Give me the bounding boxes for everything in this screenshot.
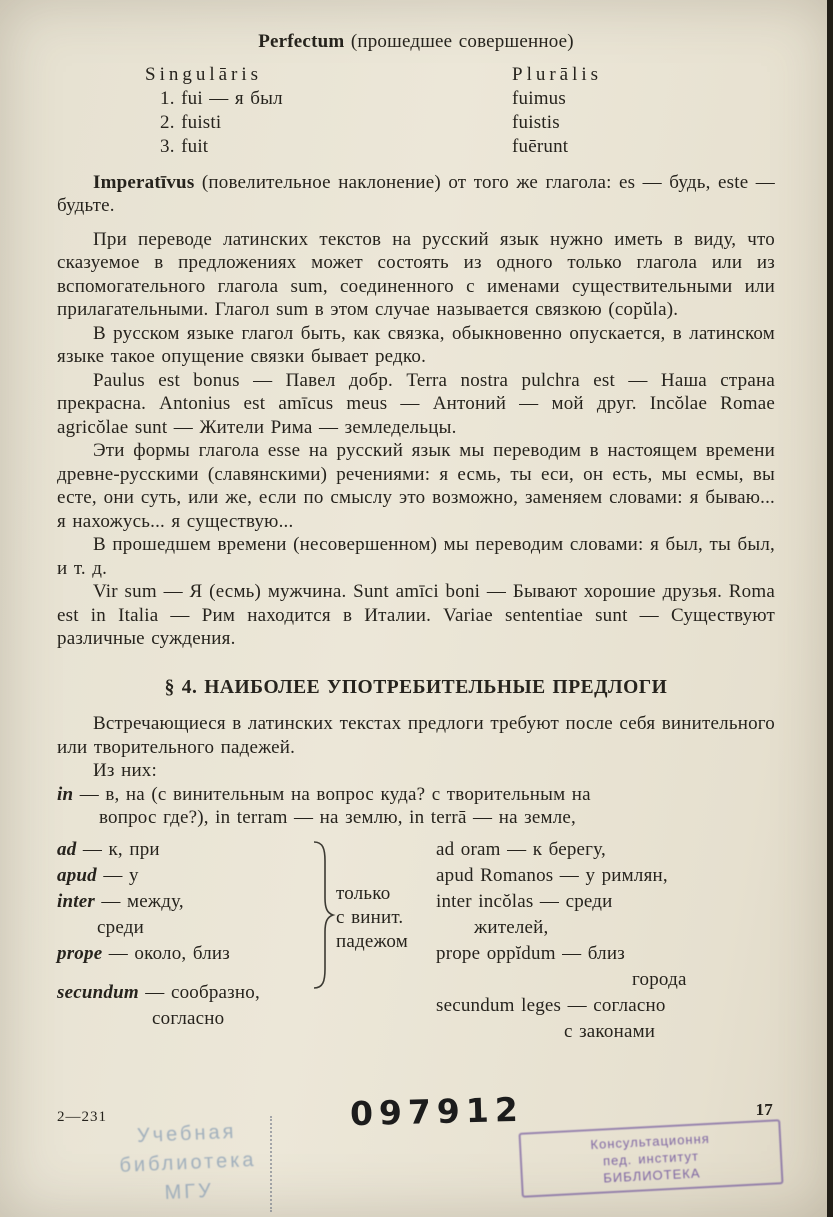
library-stamp-right xyxy=(518,1119,783,1198)
singular-form: 2. fuisti xyxy=(160,111,222,133)
imperativus-paragraph xyxy=(57,171,775,218)
case-note-line: падежом xyxy=(336,930,408,952)
paragraph: В русском языке глагол быть, как связка, обыкновенно опускается, в латинском языке такое опущение связки бывает редко. xyxy=(57,322,775,367)
preposition-translation: — сообразно, xyxy=(138,981,260,1003)
conjugation-table xyxy=(57,63,775,159)
example-line: apud Romanos — у римлян, xyxy=(436,864,668,886)
plural-form: fuimus xyxy=(512,87,566,109)
plural-form: fuērunt xyxy=(512,135,569,157)
preposition-entry-continuation: среди xyxy=(97,916,144,938)
preposition-word: inter xyxy=(57,890,95,912)
imperativus-lead: Imperatīvus xyxy=(93,171,195,193)
table-row xyxy=(57,111,775,135)
preposition-word: prope xyxy=(57,942,103,964)
paragraph: Paulus est bonus — Павел добр. Terra nostra pulchra est — Наша страна прекрасна. Antonius est amīcus meus — Антоний — мой друг. Incŏlae Romae agricŏlae sunt — Жители Рима — земледельцы. xyxy=(57,369,775,438)
in-preposition-line2: вопрос где?), in terram — на землю, in terrā — на земле, xyxy=(99,807,576,828)
example-line: города xyxy=(632,968,687,990)
in-preposition-line xyxy=(57,783,775,807)
library-stamp-left xyxy=(96,1116,280,1211)
in-preposition-word: in xyxy=(57,783,74,805)
table-row xyxy=(57,87,775,111)
paragraph: Vir sum — Я (есмь) мужчина. Sunt amīci boni — Бывают хорошие друзья. Roma est in Italia — Рим находится в Италии. Variae sententiae sunt — Существуют различные суждения. xyxy=(57,581,775,649)
perfectum-heading xyxy=(57,30,775,54)
paragraph: При переводе латинских текстов на русский язык нужно иметь в виду, что сказуемое в предложениях может состоять из одного только глагола или из вспомогательного глагола sum, соединенного с именами существительными или прилагательными. Глагол sum в этом случае называется связкою (copŭla). xyxy=(57,228,775,320)
preposition-word: apud xyxy=(57,864,97,886)
case-note-line: только xyxy=(336,882,391,904)
paragraph: В прошедшем времени (несовершенном) мы переводим словами: я был, ты был, и т. д. xyxy=(57,534,775,579)
preposition-entry xyxy=(57,864,310,890)
grouping-brace xyxy=(310,838,336,1046)
singular-form: 3. fuit xyxy=(160,135,209,157)
preposition-translation: — к, при xyxy=(76,838,160,860)
iz-nih-line: Из них: xyxy=(93,760,157,781)
preposition-word: ad xyxy=(57,838,77,860)
singularis-header: Singulāris xyxy=(145,63,263,85)
scan-edge-shadow xyxy=(827,0,833,1217)
stamp-line: библиотека xyxy=(119,1149,257,1177)
paragraph: Встречающиеся в латинских текстах предлоги требуют после себя винительного или творительного падежей. xyxy=(57,713,775,758)
brace-icon xyxy=(310,840,336,990)
stamp-line: Учебная xyxy=(136,1120,237,1148)
preposition-entry xyxy=(57,890,310,916)
preposition-entry xyxy=(57,981,310,1007)
case-note xyxy=(336,838,436,1046)
scan-artifact-dotted-line xyxy=(270,1116,272,1212)
example-line: secundum leges — согласно xyxy=(436,994,666,1016)
stamp-line: пед. институт xyxy=(602,1148,700,1169)
example-line: с законами xyxy=(564,1020,656,1042)
singular-form: 1. fui — я был xyxy=(160,87,283,109)
perfectum-heading-russian: (прошедшее совершенное) xyxy=(344,31,574,52)
inventory-number-stamp: 097912 xyxy=(349,1089,525,1134)
plural-form: fuistis xyxy=(512,111,560,133)
paragraph: Эти формы глагола esse на русский язык мы переводим в настоящем времени древне-русскими (славянскими) речениями: я есмь, ты еси, он есть, мы есмы, вы есте, они суть, или же, если по смыслу это возможно, заменяем словами: я бываю... я нахожусь... я существую... xyxy=(57,440,775,532)
example-line: prope oppĭdum — близ xyxy=(436,942,625,964)
in-preposition-rest: — в, на (с винительным на вопрос куда? с творительным на xyxy=(73,783,591,805)
example-line: ad oram — к берегу, xyxy=(436,838,606,860)
examples-column xyxy=(436,838,775,1046)
print-signature: 2—231 xyxy=(57,1109,107,1125)
stamp-line: МГУ xyxy=(164,1179,215,1205)
imperativus-rest: (повелительное наклонение) от того же глагола: es — будь, este — будьте. xyxy=(57,171,775,216)
page-number: 17 xyxy=(755,1100,773,1119)
perfectum-heading-latin: Perfectum xyxy=(258,31,345,52)
prepositions-column xyxy=(57,838,310,1046)
stamp-line: Консультационня xyxy=(590,1130,711,1153)
stamp-line: БИБЛИОТЕКА xyxy=(602,1165,701,1186)
preposition-word: secundum xyxy=(57,981,139,1003)
section-heading: § 4. НАИБОЛЕЕ УПОТРЕБИТЕЛЬНЫЕ ПРЕДЛОГИ xyxy=(164,676,668,698)
preposition-entry xyxy=(57,942,310,968)
case-note-line: с винит. xyxy=(336,906,404,928)
example-line: жителей, xyxy=(474,916,549,938)
preposition-translation: — между, xyxy=(94,890,184,912)
preposition-entry xyxy=(57,838,310,864)
conjugation-header-row xyxy=(57,63,775,87)
preposition-translation: — у xyxy=(96,864,139,886)
preposition-translation: — около, близ xyxy=(102,942,230,964)
prepositions-table xyxy=(57,838,775,1046)
preposition-entry-continuation: согласно xyxy=(152,1007,225,1029)
table-row xyxy=(57,135,775,159)
pluralis-header: Plurālis xyxy=(512,63,603,85)
example-line: inter incŏlas — среди xyxy=(436,890,613,912)
